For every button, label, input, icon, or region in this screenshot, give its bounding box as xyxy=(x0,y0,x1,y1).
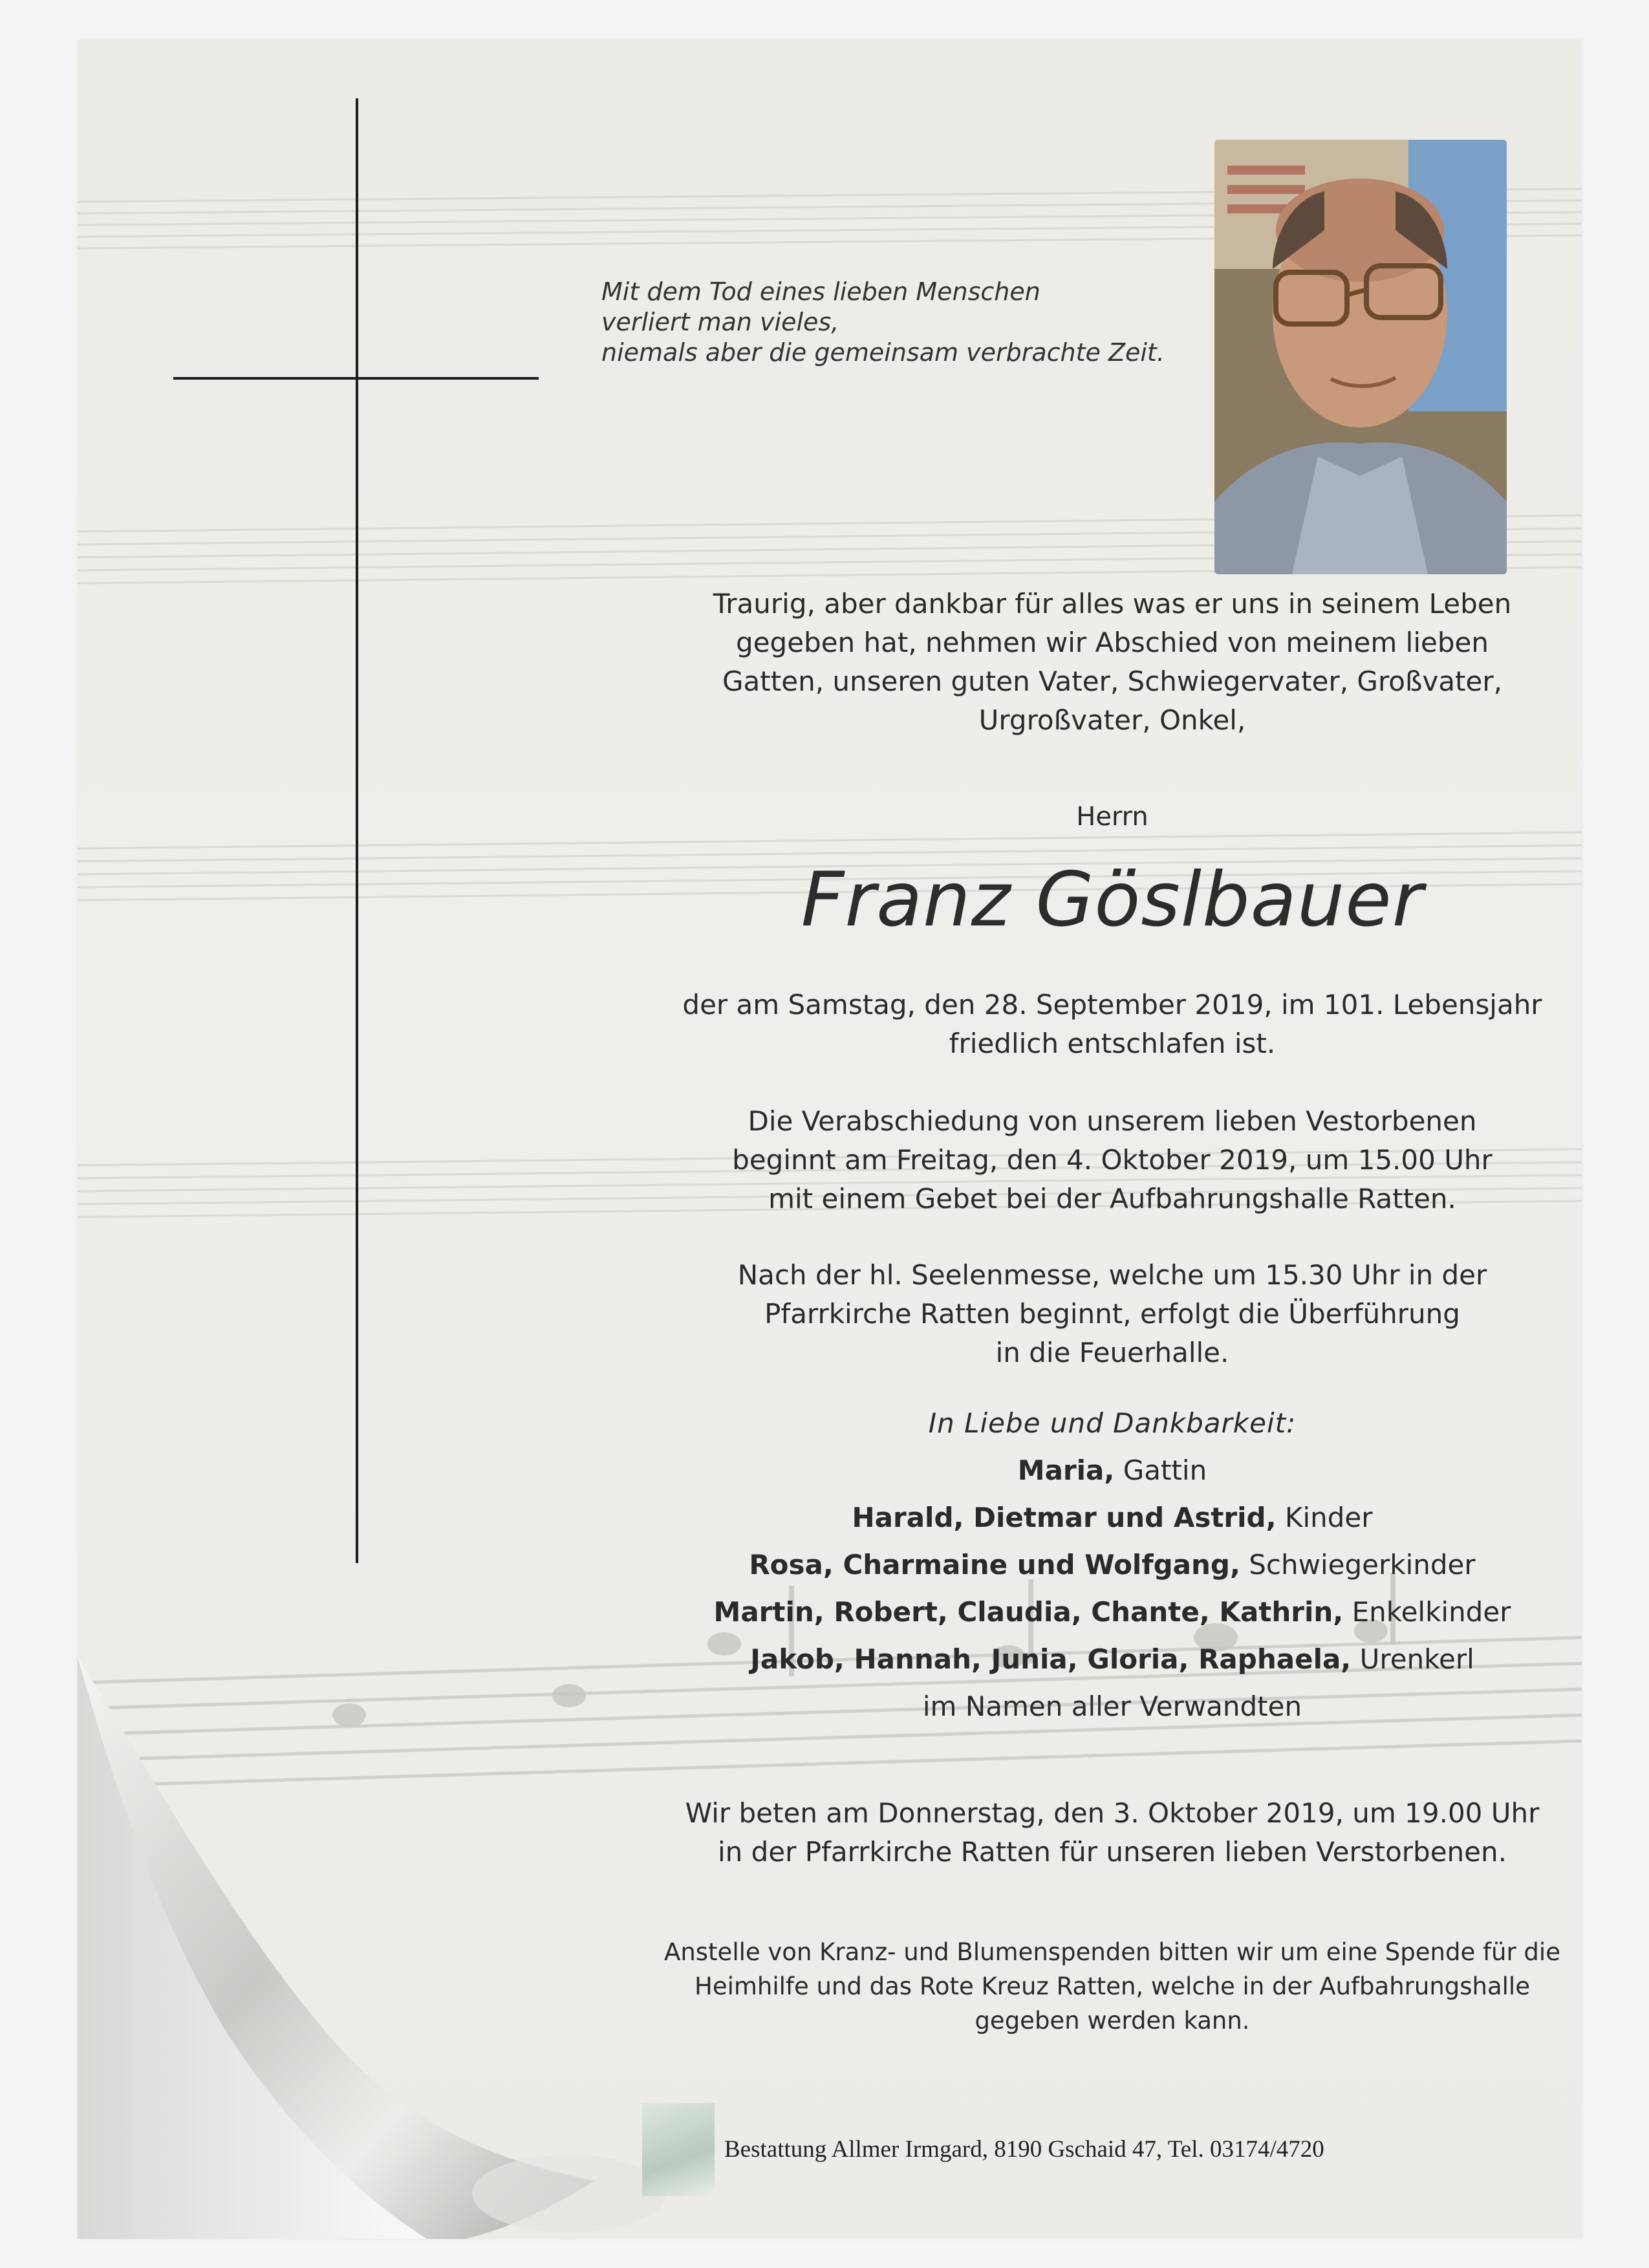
family-intro: In Liebe und Dankbarkeit: xyxy=(928,1407,1297,1439)
donation-line: Heimhilfe und das Rote Kreuz Ratten, welche in der Aufbahrungshalle xyxy=(695,1972,1530,2000)
family-row xyxy=(569,1636,1582,1683)
farewell-line: Die Verabschiedung von unserem lieben Vestorbenen xyxy=(748,1105,1477,1137)
intro-line: Urgroßvater, Onkel, xyxy=(978,704,1246,736)
quote-line: Mit dem Tod eines lieben Menschen xyxy=(601,277,1040,306)
prayer-line: in der Pfarrkirche Ratten für unseren lieben Verstorbenen. xyxy=(718,1836,1507,1868)
family-relation: Enkelkinder xyxy=(1343,1596,1511,1628)
farewell-line: beginnt am Freitag, den 4. Oktober 2019, um 15.00 Uhr xyxy=(732,1144,1493,1176)
deceased-name: Franz Göslbauer xyxy=(801,856,1424,944)
portrait-photo xyxy=(1214,140,1507,574)
mass-line: Pfarrkirche Ratten beginnt, erfolgt die Überführung xyxy=(764,1298,1460,1330)
intro-line: Traurig, aber dankbar für alles was er uns in seinem Leben xyxy=(713,588,1512,620)
donation-line: Anstelle von Kranz- und Blumenspenden bitten wir um eine Spende für die xyxy=(664,1938,1560,1966)
family-row xyxy=(569,1541,1582,1588)
cross-horizontal-bar xyxy=(173,377,539,380)
intro-line: Gatten, unseren guten Vater, Schwiegervater, Großvater, xyxy=(722,665,1502,697)
death-notice xyxy=(569,986,1582,1063)
obituary-sheet xyxy=(78,40,1582,2239)
salutation: Herrn xyxy=(1076,802,1148,832)
intro-paragraph xyxy=(569,585,1582,740)
family-relation: Schwiegerkinder xyxy=(1240,1549,1476,1581)
family-names: Martin, Robert, Claudia, Chante, Kathrin, xyxy=(713,1596,1344,1628)
family-names: Maria, xyxy=(1017,1454,1115,1486)
family-relation: Kinder xyxy=(1276,1502,1373,1533)
death-notice-line: der am Samstag, den 28. September 2019, im 101. Lebensjahr xyxy=(682,989,1542,1021)
quote-line: verliert man vieles, xyxy=(601,308,839,336)
donation-line: gegeben werden kann. xyxy=(975,2007,1250,2035)
death-notice-line: friedlich entschlafen ist. xyxy=(949,1028,1276,1059)
family-row xyxy=(569,1447,1582,1494)
family-relation: Urenkerl xyxy=(1351,1643,1474,1675)
farewell-paragraph xyxy=(569,1102,1582,1218)
donation-paragraph xyxy=(569,1935,1582,2038)
family-names: Harald, Dietmar und Astrid, xyxy=(852,1502,1277,1533)
mass-paragraph xyxy=(569,1256,1582,1372)
family-row xyxy=(569,1494,1582,1541)
family-closing: im Namen aller Verwandten xyxy=(922,1690,1302,1722)
family-names: Jakob, Hannah, Junia, Gloria, Raphaela, xyxy=(750,1643,1352,1675)
quote-line: niemals aber die gemeinsam verbrachte Zeit. xyxy=(601,338,1165,367)
family-relation: Gattin xyxy=(1114,1454,1207,1486)
cross-vertical-bar xyxy=(356,98,358,1563)
farewell-line: mit einem Gebet bei der Aufbahrungshalle Ratten. xyxy=(768,1183,1456,1215)
mass-line: in die Feuerhalle. xyxy=(995,1337,1229,1368)
funeral-home-logo xyxy=(642,2103,715,2196)
intro-line: gegeben hat, nehmen wir Abschied von meinem lieben xyxy=(736,627,1489,658)
prayer-paragraph xyxy=(569,1794,1582,1872)
prayer-line: Wir beten am Donnerstag, den 3. Oktober 2019, um 19.00 Uhr xyxy=(685,1797,1540,1829)
memorial-quote xyxy=(601,277,1248,368)
funeral-home-contact: Bestattung Allmer Irmgard, 8190 Gschaid 47, Tel. 03174/4720 xyxy=(724,2136,1324,2163)
family-list xyxy=(569,1399,1582,1730)
family-row xyxy=(569,1588,1582,1636)
family-names: Rosa, Charmaine und Wolfgang, xyxy=(749,1549,1240,1581)
mass-line: Nach der hl. Seelenmesse, welche um 15.30 Uhr in der xyxy=(737,1259,1487,1291)
